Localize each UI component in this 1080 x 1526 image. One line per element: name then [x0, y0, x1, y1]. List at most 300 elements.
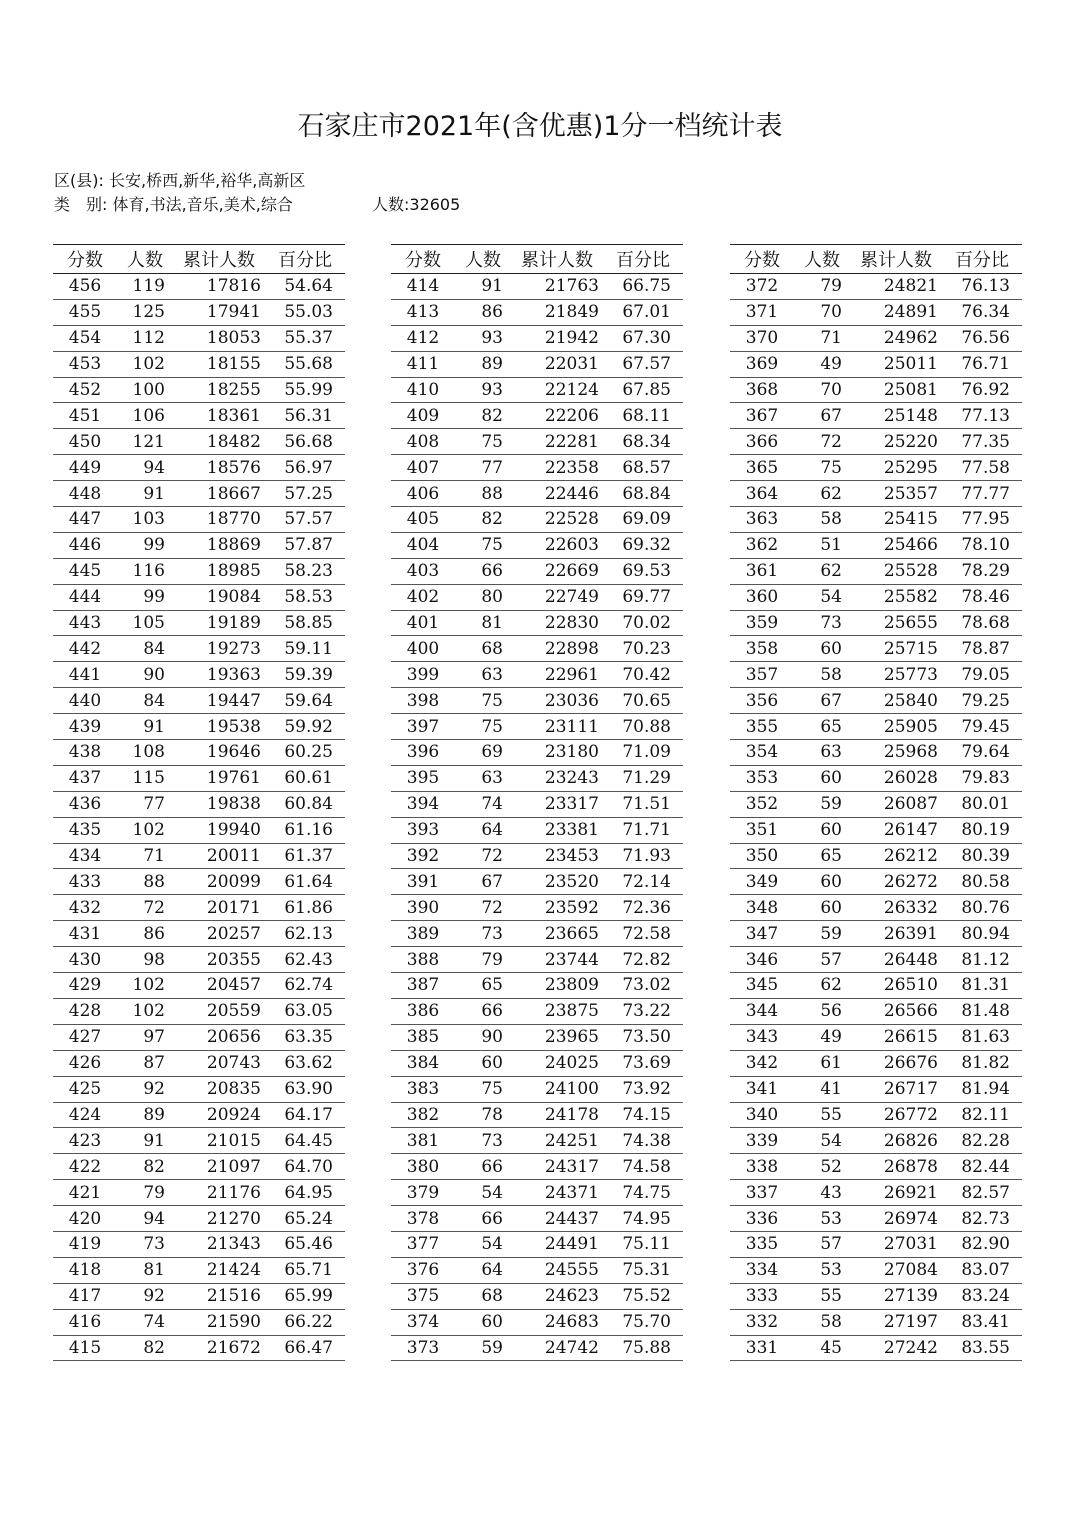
score-cell: 416 — [53, 1309, 117, 1335]
table-row — [391, 947, 683, 973]
table-row — [53, 1076, 345, 1102]
table-row — [730, 817, 1022, 843]
table-row — [730, 1050, 1022, 1076]
score-cell: 418 — [53, 1257, 117, 1283]
percent-cell: 83.55 — [942, 1335, 1022, 1361]
score-cell: 385 — [391, 1024, 455, 1050]
cumulative-cell: 23317 — [511, 791, 603, 817]
count-cell: 79 — [794, 274, 850, 300]
percent-cell: 57.87 — [265, 532, 345, 558]
cumulative-cell: 20011 — [173, 843, 265, 869]
percent-cell: 62.13 — [265, 921, 345, 947]
score-cell: 347 — [730, 921, 794, 947]
cumulative-cell: 26772 — [850, 1102, 942, 1128]
table-row — [391, 403, 683, 429]
header-row — [391, 245, 683, 274]
score-cell: 410 — [391, 377, 455, 403]
table-row — [53, 843, 345, 869]
cumulative-cell: 25081 — [850, 377, 942, 403]
score-cell: 350 — [730, 843, 794, 869]
cumulative-cell: 27197 — [850, 1309, 942, 1335]
count-cell: 81 — [117, 1257, 173, 1283]
table-row — [53, 1128, 345, 1154]
score-cell: 404 — [391, 532, 455, 558]
score-cell: 433 — [53, 869, 117, 895]
cumulative-cell: 24623 — [511, 1283, 603, 1309]
percent-cell: 79.05 — [942, 662, 1022, 688]
cumulative-cell: 19538 — [173, 714, 265, 740]
table-row — [391, 714, 683, 740]
cumulative-cell: 21849 — [511, 299, 603, 325]
score-cell: 376 — [391, 1257, 455, 1283]
score-cell: 435 — [53, 817, 117, 843]
count-cell: 58 — [794, 1309, 850, 1335]
score-cell: 378 — [391, 1206, 455, 1232]
count-cell: 72 — [455, 895, 511, 921]
cumulative-cell: 19273 — [173, 636, 265, 662]
count-cell: 89 — [455, 351, 511, 377]
count-cell: 88 — [455, 481, 511, 507]
table-row — [391, 351, 683, 377]
count-cell: 75 — [794, 455, 850, 481]
table-row — [53, 1257, 345, 1283]
count-cell: 75 — [455, 429, 511, 455]
table-row — [53, 274, 345, 300]
score-cell: 455 — [53, 299, 117, 325]
cumulative-cell: 24025 — [511, 1050, 603, 1076]
score-cell: 360 — [730, 584, 794, 610]
table-row — [391, 1050, 683, 1076]
score-cell: 381 — [391, 1128, 455, 1154]
table-row — [730, 921, 1022, 947]
table-row — [53, 973, 345, 999]
column-header: 累计人数 — [173, 245, 265, 274]
count-cell: 91 — [117, 1128, 173, 1154]
score-cell: 430 — [53, 947, 117, 973]
percent-cell: 70.42 — [603, 662, 683, 688]
table-row — [391, 1128, 683, 1154]
column-header: 百分比 — [942, 245, 1022, 274]
score-cell: 450 — [53, 429, 117, 455]
table-row — [53, 1180, 345, 1206]
table-row — [730, 403, 1022, 429]
count-cell: 74 — [455, 791, 511, 817]
percent-cell: 61.86 — [265, 895, 345, 921]
table-row — [53, 817, 345, 843]
cumulative-cell: 22669 — [511, 558, 603, 584]
cumulative-cell: 24491 — [511, 1231, 603, 1257]
percent-cell: 80.94 — [942, 921, 1022, 947]
percent-cell: 74.95 — [603, 1206, 683, 1232]
percent-cell: 73.69 — [603, 1050, 683, 1076]
cumulative-cell: 25905 — [850, 714, 942, 740]
cumulative-cell: 21672 — [173, 1335, 265, 1361]
count-cell: 102 — [117, 973, 173, 999]
score-cell: 346 — [730, 947, 794, 973]
cumulative-cell: 22830 — [511, 610, 603, 636]
count-cell: 74 — [117, 1309, 173, 1335]
table-row — [391, 765, 683, 791]
count-cell: 68 — [455, 636, 511, 662]
score-cell: 445 — [53, 558, 117, 584]
cumulative-cell: 24100 — [511, 1076, 603, 1102]
table-row — [730, 1309, 1022, 1335]
table-row — [730, 610, 1022, 636]
score-cell: 417 — [53, 1283, 117, 1309]
cumulative-cell: 18576 — [173, 455, 265, 481]
percent-cell: 76.56 — [942, 325, 1022, 351]
score-cell: 389 — [391, 921, 455, 947]
count-cell: 92 — [117, 1283, 173, 1309]
count-cell: 102 — [117, 998, 173, 1024]
column-header: 分数 — [53, 245, 117, 274]
score-cell: 449 — [53, 455, 117, 481]
score-cell: 443 — [53, 610, 117, 636]
cumulative-cell: 25415 — [850, 507, 942, 533]
table-row — [391, 1231, 683, 1257]
score-cell: 358 — [730, 636, 794, 662]
percent-cell: 61.37 — [265, 843, 345, 869]
percent-cell: 76.92 — [942, 377, 1022, 403]
cumulative-cell: 25295 — [850, 455, 942, 481]
score-cell: 440 — [53, 688, 117, 714]
score-cell: 365 — [730, 455, 794, 481]
count-cell: 91 — [455, 274, 511, 300]
percent-cell: 82.73 — [942, 1206, 1022, 1232]
score-cell: 364 — [730, 481, 794, 507]
score-cell: 405 — [391, 507, 455, 533]
table-row — [391, 662, 683, 688]
cumulative-cell: 24891 — [850, 299, 942, 325]
table-row — [391, 429, 683, 455]
cumulative-cell: 23592 — [511, 895, 603, 921]
district-label: 区(县): — [54, 171, 104, 190]
table-row — [730, 1206, 1022, 1232]
score-cell: 394 — [391, 791, 455, 817]
table-row — [53, 377, 345, 403]
table-row — [53, 299, 345, 325]
score-cell: 384 — [391, 1050, 455, 1076]
table-row — [53, 636, 345, 662]
count-cell: 60 — [794, 636, 850, 662]
count-cell: 84 — [117, 688, 173, 714]
score-cell: 340 — [730, 1102, 794, 1128]
total-count: 人数:32605 — [372, 195, 461, 214]
count-cell: 63 — [455, 765, 511, 791]
percent-cell: 74.75 — [603, 1180, 683, 1206]
table-row — [53, 765, 345, 791]
score-cell: 423 — [53, 1128, 117, 1154]
score-cell: 369 — [730, 351, 794, 377]
count-cell: 99 — [117, 584, 173, 610]
score-cell: 398 — [391, 688, 455, 714]
table-row — [53, 740, 345, 766]
cumulative-cell: 25773 — [850, 662, 942, 688]
table-row — [53, 1102, 345, 1128]
table-row — [391, 325, 683, 351]
percent-cell: 77.95 — [942, 507, 1022, 533]
percent-cell: 60.61 — [265, 765, 345, 791]
percent-cell: 75.11 — [603, 1231, 683, 1257]
count-cell: 53 — [794, 1206, 850, 1232]
cumulative-cell: 18155 — [173, 351, 265, 377]
cumulative-cell: 25466 — [850, 532, 942, 558]
score-cell: 408 — [391, 429, 455, 455]
count-cell: 65 — [794, 843, 850, 869]
count-cell: 69 — [455, 740, 511, 766]
cumulative-cell: 27031 — [850, 1231, 942, 1257]
score-cell: 352 — [730, 791, 794, 817]
cumulative-cell: 23111 — [511, 714, 603, 740]
table-row — [730, 895, 1022, 921]
score-cell: 400 — [391, 636, 455, 662]
score-cell: 414 — [391, 274, 455, 300]
cumulative-cell: 20835 — [173, 1076, 265, 1102]
score-cell: 409 — [391, 403, 455, 429]
percent-cell: 63.90 — [265, 1076, 345, 1102]
table-row — [53, 351, 345, 377]
score-cell: 355 — [730, 714, 794, 740]
score-cell: 372 — [730, 274, 794, 300]
score-cell: 356 — [730, 688, 794, 714]
count-cell: 54 — [455, 1231, 511, 1257]
count-cell: 67 — [794, 688, 850, 714]
cumulative-cell: 26448 — [850, 947, 942, 973]
percent-cell: 69.32 — [603, 532, 683, 558]
count-cell: 73 — [794, 610, 850, 636]
cumulative-cell: 22603 — [511, 532, 603, 558]
count-cell: 90 — [117, 662, 173, 688]
category-line — [54, 192, 461, 215]
table-row — [391, 584, 683, 610]
table-row — [53, 688, 345, 714]
table-row — [391, 1180, 683, 1206]
percent-cell: 81.94 — [942, 1076, 1022, 1102]
count-cell: 102 — [117, 817, 173, 843]
count-cell: 60 — [455, 1309, 511, 1335]
cumulative-cell: 22446 — [511, 481, 603, 507]
cumulative-cell: 22031 — [511, 351, 603, 377]
percent-cell: 79.64 — [942, 740, 1022, 766]
score-cell: 401 — [391, 610, 455, 636]
score-cell: 403 — [391, 558, 455, 584]
percent-cell: 82.11 — [942, 1102, 1022, 1128]
cumulative-cell: 17816 — [173, 274, 265, 300]
percent-cell: 71.29 — [603, 765, 683, 791]
table-row — [730, 869, 1022, 895]
cumulative-cell: 23036 — [511, 688, 603, 714]
count-cell: 99 — [117, 532, 173, 558]
cumulative-cell: 21942 — [511, 325, 603, 351]
table-row — [53, 662, 345, 688]
score-cell: 456 — [53, 274, 117, 300]
cumulative-cell: 22749 — [511, 584, 603, 610]
table-row — [53, 1309, 345, 1335]
table-row — [391, 1076, 683, 1102]
score-cell: 357 — [730, 662, 794, 688]
table-row — [53, 1283, 345, 1309]
cumulative-cell: 19838 — [173, 791, 265, 817]
cumulative-cell: 19084 — [173, 584, 265, 610]
score-table-1 — [53, 244, 345, 1361]
count-cell: 82 — [455, 507, 511, 533]
table-row — [391, 1309, 683, 1335]
table-row — [730, 1283, 1022, 1309]
cumulative-cell: 23965 — [511, 1024, 603, 1050]
score-cell: 366 — [730, 429, 794, 455]
percent-cell: 78.87 — [942, 636, 1022, 662]
score-cell: 391 — [391, 869, 455, 895]
percent-cell: 83.41 — [942, 1309, 1022, 1335]
table-row — [730, 765, 1022, 791]
table-row — [730, 481, 1022, 507]
cumulative-cell: 25357 — [850, 481, 942, 507]
cumulative-cell: 20257 — [173, 921, 265, 947]
score-cell: 393 — [391, 817, 455, 843]
count-cell: 98 — [117, 947, 173, 973]
table-row — [391, 791, 683, 817]
count-cell: 66 — [455, 998, 511, 1024]
table-row — [53, 429, 345, 455]
count-cell: 65 — [794, 714, 850, 740]
table-row — [730, 791, 1022, 817]
table-row — [730, 1128, 1022, 1154]
count-cell: 103 — [117, 507, 173, 533]
percent-cell: 70.02 — [603, 610, 683, 636]
cumulative-cell: 21176 — [173, 1180, 265, 1206]
cumulative-cell: 19447 — [173, 688, 265, 714]
table-row — [53, 584, 345, 610]
score-cell: 359 — [730, 610, 794, 636]
cumulative-cell: 20656 — [173, 1024, 265, 1050]
cumulative-cell: 20355 — [173, 947, 265, 973]
score-cell: 427 — [53, 1024, 117, 1050]
count-cell: 71 — [117, 843, 173, 869]
score-cell: 447 — [53, 507, 117, 533]
table-row — [730, 947, 1022, 973]
table-row — [53, 558, 345, 584]
cumulative-cell: 20457 — [173, 973, 265, 999]
cumulative-cell: 22898 — [511, 636, 603, 662]
score-table-3 — [730, 244, 1022, 1361]
percent-cell: 73.92 — [603, 1076, 683, 1102]
score-cell: 428 — [53, 998, 117, 1024]
score-cell: 397 — [391, 714, 455, 740]
table-row — [730, 636, 1022, 662]
cumulative-cell: 26028 — [850, 765, 942, 791]
count-cell: 82 — [455, 403, 511, 429]
count-cell: 73 — [117, 1231, 173, 1257]
cumulative-cell: 25582 — [850, 584, 942, 610]
cumulative-cell: 22358 — [511, 455, 603, 481]
percent-cell: 54.64 — [265, 274, 345, 300]
percent-cell: 69.53 — [603, 558, 683, 584]
table-row — [730, 973, 1022, 999]
percent-cell: 77.77 — [942, 481, 1022, 507]
percent-cell: 65.99 — [265, 1283, 345, 1309]
score-cell: 343 — [730, 1024, 794, 1050]
table-row — [391, 921, 683, 947]
score-cell: 363 — [730, 507, 794, 533]
count-cell: 66 — [455, 1154, 511, 1180]
table-row — [730, 1231, 1022, 1257]
percent-cell: 60.25 — [265, 740, 345, 766]
percent-cell: 71.93 — [603, 843, 683, 869]
count-cell: 60 — [794, 765, 850, 791]
percent-cell: 80.19 — [942, 817, 1022, 843]
cumulative-cell: 23875 — [511, 998, 603, 1024]
table-row — [53, 998, 345, 1024]
cumulative-cell: 20924 — [173, 1102, 265, 1128]
score-cell: 439 — [53, 714, 117, 740]
score-cell: 334 — [730, 1257, 794, 1283]
count-cell: 79 — [117, 1180, 173, 1206]
percent-cell: 77.13 — [942, 403, 1022, 429]
count-cell: 65 — [455, 973, 511, 999]
cumulative-cell: 20743 — [173, 1050, 265, 1076]
percent-cell: 76.13 — [942, 274, 1022, 300]
percent-cell: 62.74 — [265, 973, 345, 999]
percent-cell: 72.14 — [603, 869, 683, 895]
cumulative-cell: 27139 — [850, 1283, 942, 1309]
percent-cell: 75.31 — [603, 1257, 683, 1283]
cumulative-cell: 26566 — [850, 998, 942, 1024]
count-cell: 77 — [455, 455, 511, 481]
count-cell: 93 — [455, 325, 511, 351]
percent-cell: 64.95 — [265, 1180, 345, 1206]
table-row — [730, 429, 1022, 455]
count-cell: 75 — [455, 714, 511, 740]
percent-cell: 82.28 — [942, 1128, 1022, 1154]
percent-cell: 58.23 — [265, 558, 345, 584]
percent-cell: 67.85 — [603, 377, 683, 403]
count-cell: 100 — [117, 377, 173, 403]
table-row — [53, 1335, 345, 1361]
percent-cell: 66.47 — [265, 1335, 345, 1361]
cumulative-cell: 26676 — [850, 1050, 942, 1076]
table-row — [730, 455, 1022, 481]
cumulative-cell: 23665 — [511, 921, 603, 947]
score-cell: 432 — [53, 895, 117, 921]
count-cell: 82 — [117, 1154, 173, 1180]
percent-cell: 73.22 — [603, 998, 683, 1024]
percent-cell: 75.88 — [603, 1335, 683, 1361]
score-cell: 339 — [730, 1128, 794, 1154]
table-row — [391, 507, 683, 533]
cumulative-cell: 18053 — [173, 325, 265, 351]
percent-cell: 65.46 — [265, 1231, 345, 1257]
page-title: 石家庄市2021年(含优惠)1分一档统计表 — [297, 111, 783, 142]
count-cell: 97 — [117, 1024, 173, 1050]
count-cell: 43 — [794, 1180, 850, 1206]
cumulative-cell: 24555 — [511, 1257, 603, 1283]
table-row — [730, 1335, 1022, 1361]
percent-cell: 83.24 — [942, 1283, 1022, 1309]
table-row — [730, 351, 1022, 377]
cumulative-cell: 18361 — [173, 403, 265, 429]
score-cell: 441 — [53, 662, 117, 688]
cumulative-cell: 23381 — [511, 817, 603, 843]
cumulative-cell: 20559 — [173, 998, 265, 1024]
count-cell: 112 — [117, 325, 173, 351]
count-cell: 54 — [794, 1128, 850, 1154]
score-cell: 407 — [391, 455, 455, 481]
score-cell: 362 — [730, 532, 794, 558]
score-cell: 436 — [53, 791, 117, 817]
cumulative-cell: 25968 — [850, 740, 942, 766]
percent-cell: 81.31 — [942, 973, 1022, 999]
cumulative-cell: 22281 — [511, 429, 603, 455]
